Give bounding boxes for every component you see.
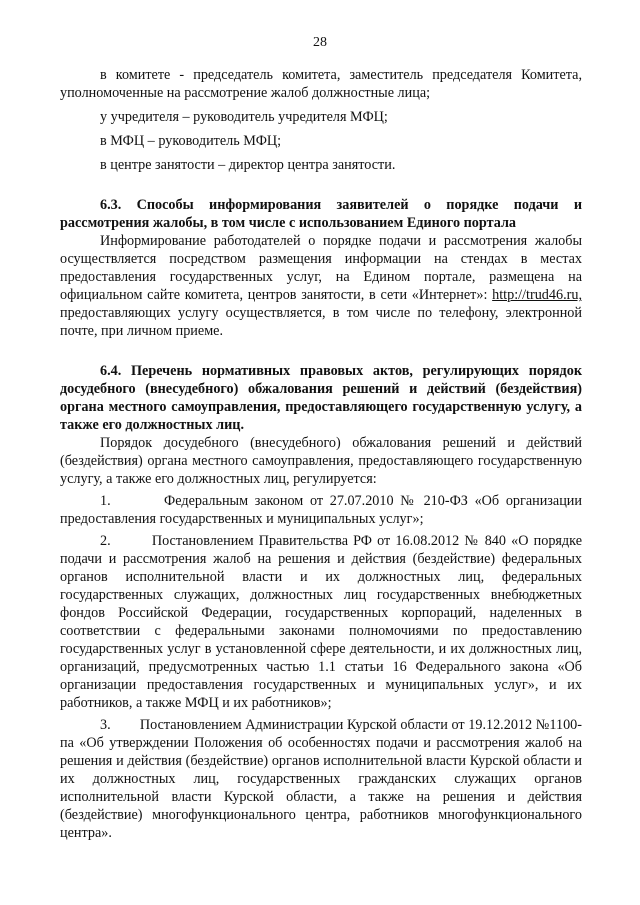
trud46-link[interactable]: http://trud46.ru, bbox=[492, 287, 582, 303]
section-6-3-body-continued: предоставляющих услугу осуществляется, в том числе по телефону, электронной почте, при личном приеме. bbox=[60, 305, 582, 339]
employment-center-responsible-paragraph: в центре занятости – директор центра занятости. bbox=[100, 157, 396, 173]
section-6-3-body bbox=[60, 232, 582, 340]
legal-act-item-3: 3. Постановлением Администрации Курской области от 19.12.2012 №1100-па «Об утверждении Положения об особенностях подачи и рассмотрения жалоб на решения и действия (бездействие) органов исполнительной власти Курской области и их должностных лиц, государственных гражданских служащих органов исполнительной власти Курской области, а также на решения и действия (бездействие) многофункционального центра, работников многофункционального центра». bbox=[60, 717, 582, 841]
section-6-4-heading: 6.4. Перечень нормативных правовых актов, регулирующих порядок досудебного (внесудебного) обжалования решений и действий (бездействия) органа местного самоуправления, предоставляющего государственную услугу, а также его должностных лиц. bbox=[60, 363, 582, 433]
page-number: 28 bbox=[313, 35, 327, 50]
founder-responsible-paragraph: у учредителя – руководитель учредителя МФЦ; bbox=[100, 109, 388, 125]
committee-responsible-paragraph: в комитете - председатель комитета, заместитель председателя Комитета, уполномоченные на рассмотрение жалоб должностные лица; bbox=[60, 67, 582, 101]
mfc-responsible-paragraph: в МФЦ – руководитель МФЦ; bbox=[100, 133, 282, 149]
section-6-3-body-text: Информирование работодателей о порядке подачи и рассмотрения жалобы осуществляется посредством размещения информации на стендах в местах предоставления государственных услуг, на Едином портале, размещена на официальном сайте комитета, центров занятости, в сети «Интернет»: bbox=[60, 233, 582, 303]
responsible-persons-block bbox=[60, 66, 582, 842]
section-6-4-intro: Порядок досудебного (внесудебного) обжалования решений и действий (бездействия) органа местного самоуправления, предоставляющего государственную услугу, а также его должностных лиц, регулируется: bbox=[60, 435, 582, 487]
section-6-3-heading: 6.3. Способы информирования заявителей о порядке подачи и рассмотрения жалобы, в том числе с использованием Единого портала bbox=[60, 197, 582, 231]
legal-act-item-2: 2. Постановлением Правительства РФ от 16.08.2012 № 840 «О порядке подачи и рассмотрения жалоб на решения и действия (бездействие) федеральных органов исполнительной власти и их должностных лиц, федеральных государственных служащих, должностных лиц государственных внебюджетных фондов Российской Федерации, государственных корпораций, наделенных в соответствии с федеральными законами полномочиями по предоставлению государственных услуг в установленной сфере деятельности, и их должностных лиц, организаций, предусмотренных частью 1.1 статьи 16 Федерального закона «Об организации предоставления государственных и муниципальных услуг», и их работников, а также МФЦ и их работников»; bbox=[60, 533, 582, 711]
legal-act-item-1: 1. Федеральным законом от 27.07.2010 № 210-ФЗ «Об организации предоставления государственных и муниципальных услуг»; bbox=[60, 493, 582, 527]
